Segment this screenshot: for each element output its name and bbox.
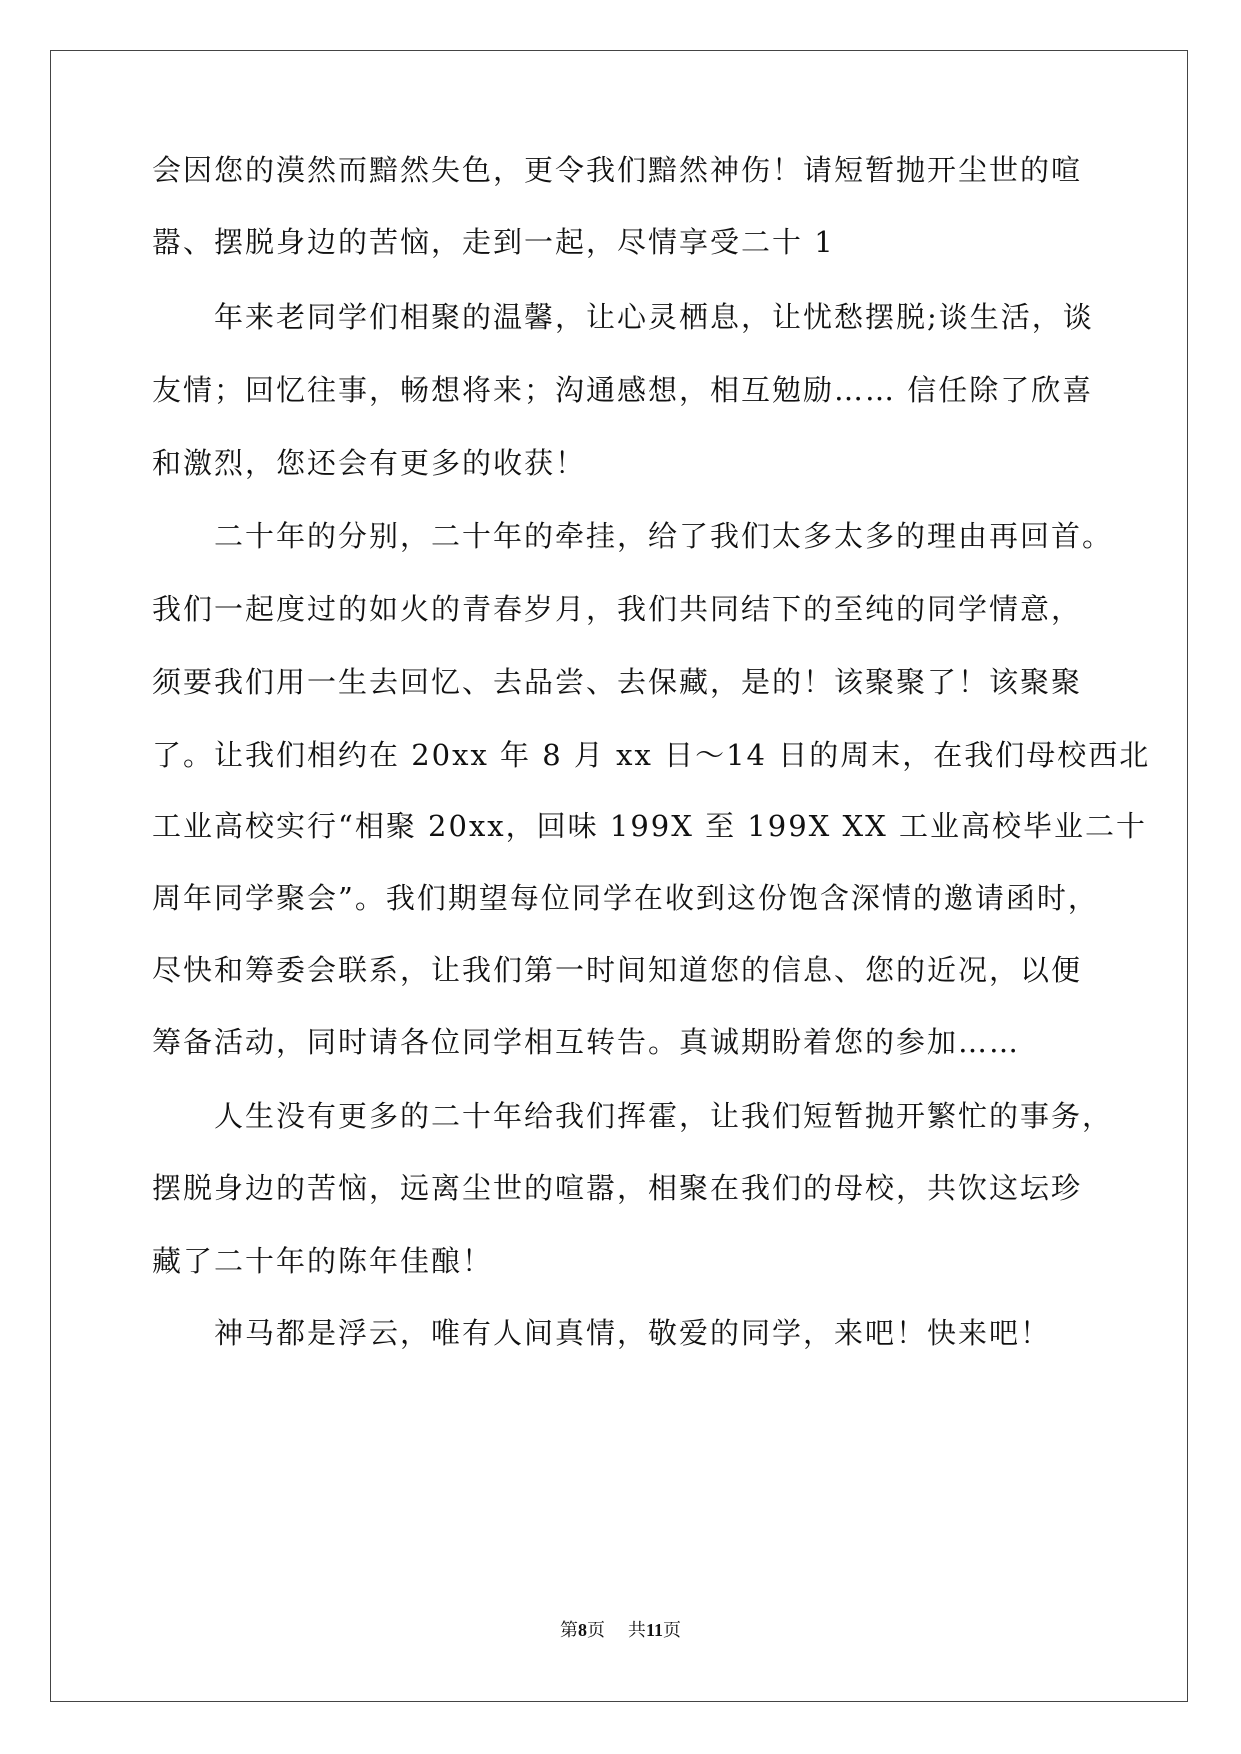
body-line: 我们一起度过的如火的青春岁月，我们共同结下的至纯的同学情意， [152,592,1083,626]
body-line: 周年同学聚会”。我们期望每位同学在收到这份饱含深情的邀请函时， [152,881,1099,915]
body-line: 筹备活动，同时请各位同学相互转告。真诚期盼着您的参加…… [152,1025,1021,1059]
body-line: 和激烈，您还会有更多的收获！ [152,446,587,480]
paragraph-start-line: 神马都是浮云，唯有人间真情，敬爱的同学，来吧！快来吧！ [214,1316,1052,1350]
total-page-number: 11 [645,1620,663,1640]
body-line: 须要我们用一生去回忆、去品尝、去保藏，是的！该聚聚了！该聚聚 [152,665,1083,699]
paragraph-start-line: 二十年的分别，二十年的牵挂，给了我们太多太多的理由再回首。 [214,519,1114,553]
footer-prefix: 第 [560,1620,579,1641]
body-line: 藏了二十年的陈年佳酿！ [152,1244,494,1278]
footer-middle: 页 共 [587,1620,646,1641]
body-line: 会因您的漠然而黯然失色，更令我们黯然神伤！请短暂抛开尘世的喧 [152,153,1083,187]
body-line: 工业高校实行“相聚 20xx，回味 199X 至 199X XX 工业高校毕业二十 [152,809,1148,843]
body-line: 嚣、摆脱身边的苦恼，走到一起，尽情享受二十 1 [152,225,835,259]
current-page-number: 8 [578,1620,588,1640]
paragraph-start-line: 人生没有更多的二十年给我们挥霍，让我们短暂抛开繁忙的事务， [214,1099,1114,1133]
footer-suffix: 页 [662,1620,681,1641]
paragraph-start-line: 年来老同学们相聚的温馨，让心灵栖息，让忧愁摆脱;谈生活，谈 [214,300,1094,334]
page-footer [0,1618,1241,1643]
body-line: 了。让我们相约在 20xx 年 8 月 xx 日～14 日的周末，在我们母校西北 [152,738,1151,772]
body-line: 摆脱身边的苦恼，远离尘世的喧嚣，相聚在我们的母校，共饮这坛珍 [152,1171,1083,1205]
body-line: 友情；回忆往事，畅想将来；沟通感想，相互勉励…… 信任除了欣喜 [152,373,1094,407]
body-line: 尽快和筹委会联系，让我们第一时间知道您的信息、您的近况，以便 [152,953,1083,987]
